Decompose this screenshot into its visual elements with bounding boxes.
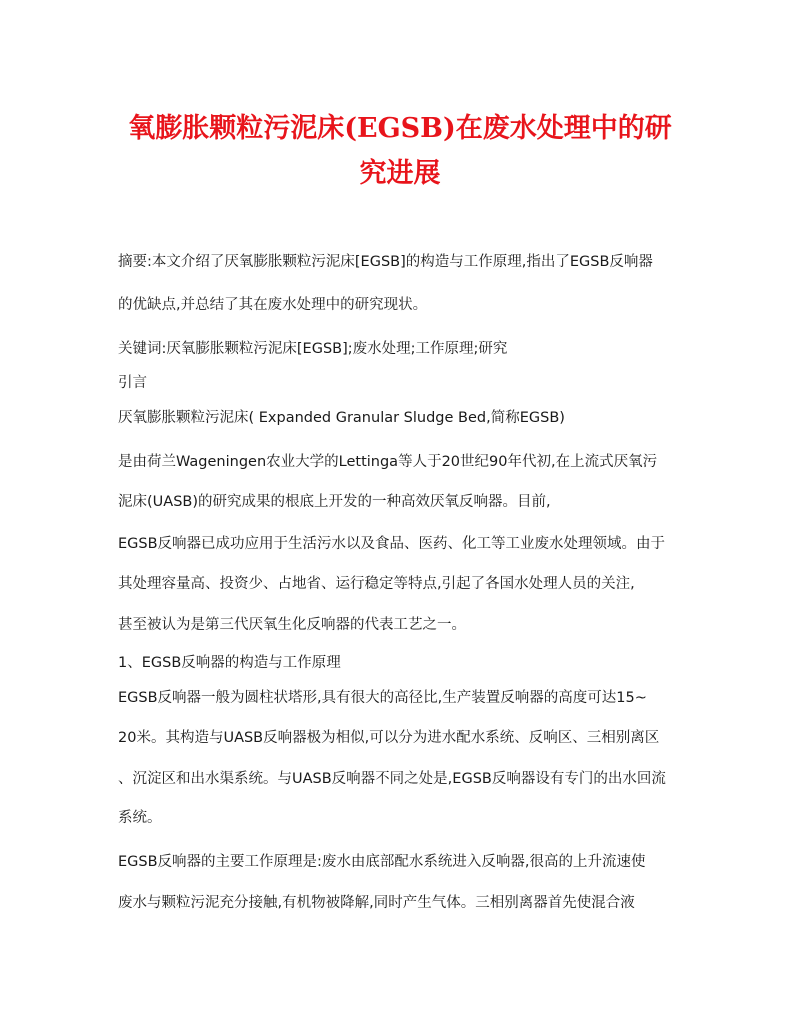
abstract-line-1: 摘要:本文介绍了厌氧膨胀颗粒污泥床[EGSB]的构造与工作原理,指出了EGSB反响器	[118, 254, 653, 270]
body-line-2: 是由荷兰Wageningen农业大学的Lettinga等人于20世纪90年代初,在上流式厌氧污	[118, 454, 658, 470]
body-line-10: 系统。	[118, 810, 162, 826]
title-line-2: 究进展	[359, 158, 441, 189]
document-title	[100, 106, 700, 196]
body-line-1: 厌氧膨胀颗粒污泥床( Expanded Granular Sludge Bed,简称EGSB)	[118, 410, 565, 426]
body-line-4: EGSB反响器已成功应用于生活污水以及食品、医药、化工等工业废水处理领域。由于	[118, 536, 666, 552]
body-line-11: EGSB反响器的主要工作原理是:废水由底部配水系统进入反响器,很高的上升流速使	[118, 854, 646, 870]
body-line-6: 甚至被认为是第三代厌氧生化反响器的代表工艺之一。	[118, 617, 466, 633]
body-line-9: 、沉淀区和出水渠系统。与UASB反响器不同之处是,EGSB反响器设有专门的出水回流	[118, 771, 666, 787]
body-line-5: 其处理容量高、投资少、占地省、运行稳定等特点,引起了各国水处理人员的关注,	[118, 576, 635, 592]
intro-heading: 引言	[118, 375, 147, 391]
body-line-3: 泥床(UASB)的研究成果的根底上开发的一种高效厌氧反响器。目前,	[118, 494, 551, 510]
body-line-8: 20米。其构造与UASB反响器极为相似,可以分为进水配水系统、反响区、三相别离区	[118, 730, 660, 746]
title-line-1: 氧膨胀颗粒污泥床(EGSB)在废水处理中的研	[128, 113, 672, 144]
section-heading-1: 1、EGSB反响器的构造与工作原理	[118, 655, 341, 671]
abstract-line-2: 的优缺点,并总结了其在废水处理中的研究现状。	[118, 297, 428, 313]
keywords-line: 关键词:厌氧膨胀颗粒污泥床[EGSB];废水处理;工作原理;研究	[118, 341, 508, 357]
body-line-12: 废水与颗粒污泥充分接触,有机物被降解,同时产生气体。三相别离器首先使混合液	[118, 895, 635, 911]
body-line-7: EGSB反响器一般为圆柱状塔形,具有很大的高径比,生产装置反响器的高度可达15~	[118, 690, 647, 706]
